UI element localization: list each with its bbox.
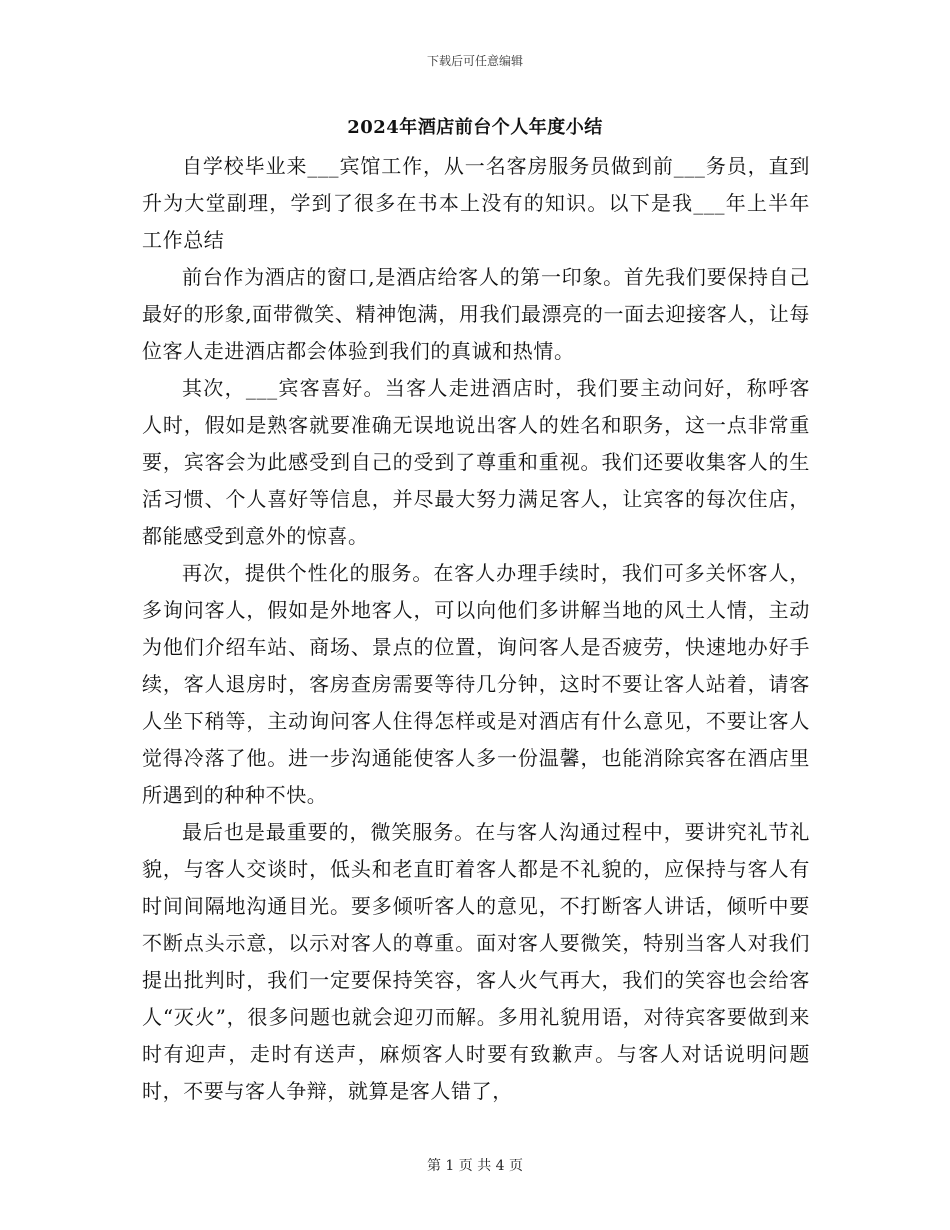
document-body	[142, 148, 810, 1110]
paragraph-intro: 自学校毕业来___宾馆工作，从一名客房服务员做到前___务员，直到升为大堂副理，学到了很多在书本上没有的知识。以下是我___年上半年工作总结	[142, 154, 810, 252]
paragraph-guest-preferences: 其次，___宾客喜好。当客人走进酒店时，我们要主动问好，称呼客人时，假如是熟客就要准确无误地说出客人的姓名和职务，这一点非常重要，宾客会为此感受到自己的受到了尊重和重视。我们还要收集客人的生活习惯、个人喜好等信息，并尽最大努力满足客人，让宾客的每次住店，都能感受到意外的惊喜。	[142, 376, 810, 548]
page-footer-number: 第 1 页 共 4 页	[426, 1158, 524, 1174]
paragraph-personalized-service: 再次，提供个性化的服务。在客人办理手续时，我们可多关怀客人，多询问客人，假如是外地客人，可以向他们多讲解当地的风土人情，主动为他们介绍车站、商场、景点的位置，询问客人是否疲劳，快速地办好手续，客人退房时，客房查房需要等待几分钟，这时不要让客人站着，请客人坐下稍等，主动询问客人住得怎样或是对酒店有什么意见，不要让客人觉得冷落了他。进一步沟通能使客人多一份温馨，也能消除宾客在酒店里所遇到的种种不快。	[142, 561, 810, 807]
paragraph-front-desk-image: 前台作为酒店的窗口,是酒店给客人的第一印象。首先我们要保持自己最好的形象,面带微笑、精神饱满，用我们最漂亮的一面去迎接客人，让每位客人走进酒店都会体验到我们的真诚和热情。	[142, 265, 810, 363]
page-header-note: 下载后可任意编辑	[426, 54, 523, 68]
paragraph-smile-service: 最后也是最重要的，微笑服务。在与客人沟通过程中，要讲究礼节礼貌，与客人交谈时，低头和老直盯着客人都是不礼貌的，应保持与客人有时间间隔地沟通目光。要多倾听客人的意见，不打断客人讲话，倾听中要不断点头示意，以示对客人的尊重。面对客人要微笑，特别当客人对我们提出批判时，我们一定要保持笑容，客人火气再大，我们的笑容也会给客人“灭火”，很多问题也就会迎刃而解。多用礼貌用语，对待宾客要做到来时有迎声，走时有送声，麻烦客人时要有致歉声。与客人对话说明问题时，不要与客人争辩，就算是客人错了，	[142, 820, 810, 1103]
document-title: 2024年酒店前台个人年度小结	[347, 117, 603, 138]
